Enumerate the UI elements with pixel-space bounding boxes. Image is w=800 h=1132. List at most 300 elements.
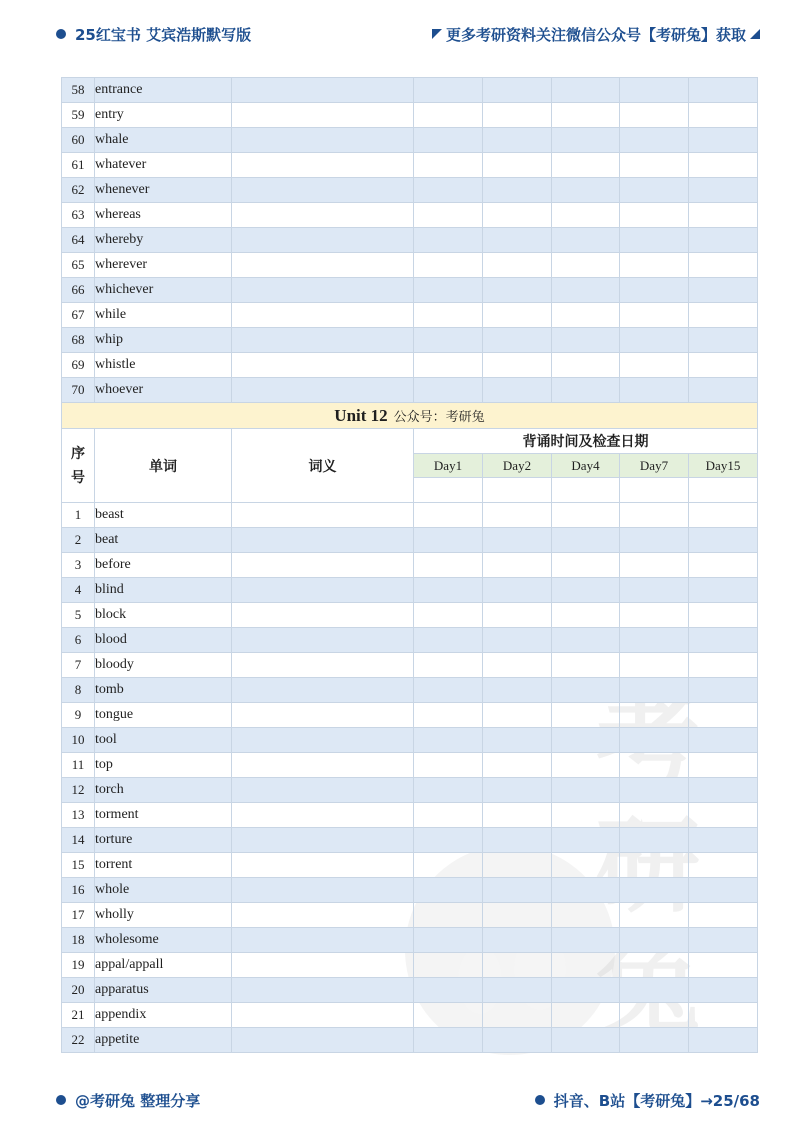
review-check-cell[interactable] [483,1028,552,1053]
review-check-cell[interactable] [483,128,552,153]
meaning-cell[interactable] [232,378,414,403]
row-word: torrent [95,853,232,878]
review-check-cell[interactable] [414,128,483,153]
row-word: while [95,303,232,328]
review-check-cell[interactable] [620,603,689,628]
review-check-cell[interactable] [552,103,620,128]
review-check-cell[interactable] [552,178,620,203]
row-number: 18 [62,928,95,953]
review-check-cell[interactable] [414,903,483,928]
row-word: beast [95,503,232,528]
review-check-cell[interactable] [689,753,758,778]
row-word: whichever [95,278,232,303]
review-check-cell[interactable] [552,703,620,728]
meaning-cell[interactable] [232,1028,414,1053]
review-check-cell[interactable] [483,928,552,953]
row-word: tomb [95,678,232,703]
word-row [62,953,758,978]
meaning-cell[interactable] [232,853,414,878]
row-word: whatever [95,153,232,178]
review-check-cell[interactable] [552,153,620,178]
row-word: torture [95,828,232,853]
footer-left [56,1090,200,1111]
review-check-cell[interactable] [483,378,552,403]
review-check-cell[interactable] [483,603,552,628]
meaning-cell[interactable] [232,953,414,978]
review-check-cell[interactable] [689,103,758,128]
review-check-cell[interactable] [620,378,689,403]
review-check-cell[interactable] [414,253,483,278]
review-check-cell[interactable] [620,1003,689,1028]
review-check-cell[interactable] [483,153,552,178]
review-check-cell[interactable] [414,553,483,578]
review-check-cell[interactable] [552,953,620,978]
row-word: wholesome [95,928,232,953]
review-check-cell[interactable] [483,228,552,253]
review-check-cell[interactable] [552,228,620,253]
review-check-cell[interactable] [483,278,552,303]
review-check-cell[interactable] [552,328,620,353]
meaning-cell[interactable] [232,728,414,753]
review-check-cell[interactable] [414,1003,483,1028]
review-check-cell[interactable] [414,978,483,1003]
review-check-cell[interactable] [414,703,483,728]
review-check-cell[interactable] [620,953,689,978]
col-number-char: 序 [71,445,85,462]
review-check-cell[interactable] [483,303,552,328]
unit-subtitle: 公众号：考研兔 [393,409,485,425]
review-check-cell[interactable] [483,703,552,728]
row-number: 9 [62,703,95,728]
meaning-cell[interactable] [232,1003,414,1028]
word-row [62,678,758,703]
review-check-cell[interactable] [414,378,483,403]
review-check-cell[interactable] [689,928,758,953]
row-number: 2 [62,528,95,553]
review-check-cell[interactable] [689,878,758,903]
row-word: bloody [95,653,232,678]
header-right [432,24,760,45]
review-check-cell[interactable] [689,778,758,803]
word-row [62,878,758,903]
meaning-cell[interactable] [232,653,414,678]
review-check-cell[interactable] [414,278,483,303]
review-check-cell[interactable] [552,778,620,803]
meaning-cell[interactable] [232,253,414,278]
review-check-cell[interactable] [414,353,483,378]
review-check-cell[interactable] [483,578,552,603]
word-row [62,228,758,253]
vocab-sheet [61,77,758,1053]
review-check-cell[interactable] [620,728,689,753]
word-row [62,653,758,678]
row-word: before [95,553,232,578]
review-check-cell[interactable] [620,128,689,153]
review-check-cell[interactable] [552,653,620,678]
review-check-cell[interactable] [620,228,689,253]
word-row [62,928,758,953]
word-row [62,378,758,403]
word-row [62,178,758,203]
review-check-cell[interactable] [689,678,758,703]
row-number: 62 [62,178,95,203]
review-check-cell[interactable] [689,703,758,728]
review-check-cell[interactable] [414,953,483,978]
review-check-cell[interactable] [689,603,758,628]
review-check-cell[interactable] [620,778,689,803]
meaning-cell[interactable] [232,678,414,703]
meaning-cell[interactable] [232,153,414,178]
review-check-cell[interactable] [552,803,620,828]
row-word: whale [95,128,232,153]
review-check-cell[interactable] [414,803,483,828]
bullet-dot-icon [56,1095,66,1105]
word-row [62,128,758,153]
row-word: wholly [95,903,232,928]
meaning-cell[interactable] [232,553,414,578]
review-check-cell[interactable] [552,253,620,278]
review-check-cell[interactable] [483,1003,552,1028]
review-check-cell[interactable] [483,103,552,128]
review-check-cell[interactable] [483,78,552,103]
review-check-cell[interactable] [414,203,483,228]
row-number: 69 [62,353,95,378]
review-check-cell[interactable] [689,803,758,828]
review-check-cell[interactable] [689,228,758,253]
review-check-cell[interactable] [620,328,689,353]
review-check-cell[interactable] [620,178,689,203]
row-number: 65 [62,253,95,278]
review-check-cell[interactable] [483,878,552,903]
review-check-cell[interactable] [414,1028,483,1053]
row-word: appendix [95,1003,232,1028]
review-check-cell[interactable] [552,678,620,703]
review-check-cell[interactable] [552,528,620,553]
review-check-cell[interactable] [483,803,552,828]
review-check-cell[interactable] [689,128,758,153]
review-check-cell[interactable] [620,678,689,703]
row-word: torch [95,778,232,803]
review-check-cell[interactable] [689,278,758,303]
row-word: whole [95,878,232,903]
meaning-cell[interactable] [232,303,414,328]
review-check-cell[interactable] [483,528,552,553]
meaning-cell[interactable] [232,778,414,803]
review-check-cell[interactable] [689,1028,758,1053]
review-check-cell[interactable] [414,303,483,328]
review-check-cell[interactable] [552,203,620,228]
review-check-cell[interactable] [483,553,552,578]
review-check-cell[interactable] [620,853,689,878]
row-word: blood [95,628,232,653]
row-number: 66 [62,278,95,303]
review-check-cell[interactable] [414,103,483,128]
meaning-cell[interactable] [232,128,414,153]
review-check-cell[interactable] [483,903,552,928]
review-check-cell[interactable] [414,778,483,803]
meaning-cell[interactable] [232,178,414,203]
review-check-cell[interactable] [552,853,620,878]
review-check-cell[interactable] [552,303,620,328]
meaning-cell[interactable] [232,978,414,1003]
meaning-cell[interactable] [232,228,414,253]
review-check-cell[interactable] [620,928,689,953]
meaning-cell[interactable] [232,828,414,853]
review-check-cell[interactable] [620,78,689,103]
row-number: 10 [62,728,95,753]
meaning-cell[interactable] [232,928,414,953]
corner-triangle-icon [432,29,442,39]
col-review-header: 背诵时间及检查日期 [414,429,758,454]
day-header: Day15 [689,454,758,478]
review-check-cell[interactable] [620,703,689,728]
review-check-cell[interactable] [689,953,758,978]
review-check-cell[interactable] [483,953,552,978]
review-check-cell[interactable] [552,78,620,103]
meaning-cell[interactable] [232,78,414,103]
review-check-cell[interactable] [552,353,620,378]
meaning-cell[interactable] [232,278,414,303]
review-check-cell[interactable] [689,353,758,378]
meaning-cell[interactable] [232,578,414,603]
review-check-cell[interactable] [689,653,758,678]
meaning-cell[interactable] [232,203,414,228]
row-number: 63 [62,203,95,228]
row-word: whenever [95,178,232,203]
review-check-cell[interactable] [689,253,758,278]
word-row [62,503,758,528]
review-check-cell[interactable] [620,803,689,828]
review-check-cell[interactable] [620,278,689,303]
review-check-cell[interactable] [414,928,483,953]
review-check-cell[interactable] [414,878,483,903]
review-check-cell[interactable] [483,678,552,703]
review-check-cell[interactable] [483,978,552,1003]
meaning-cell[interactable] [232,353,414,378]
review-check-cell[interactable] [483,728,552,753]
review-check-cell[interactable] [620,203,689,228]
review-check-cell[interactable] [689,503,758,528]
review-check-cell[interactable] [552,553,620,578]
review-check-cell[interactable] [414,853,483,878]
row-word: whip [95,328,232,353]
page-footer [56,1088,760,1112]
unit-title-row [62,403,758,429]
review-check-cell[interactable] [414,753,483,778]
review-check-cell[interactable] [689,728,758,753]
unit-header-block [62,403,758,503]
review-check-cell[interactable] [689,153,758,178]
review-check-cell[interactable] [620,153,689,178]
row-word: torment [95,803,232,828]
review-check-cell[interactable] [689,903,758,928]
meaning-cell[interactable] [232,628,414,653]
review-check-cell[interactable] [689,553,758,578]
meaning-cell[interactable] [232,328,414,353]
row-number: 5 [62,603,95,628]
col-word-header: 单词 [95,429,232,503]
row-number: 61 [62,153,95,178]
review-check-cell[interactable] [689,828,758,853]
row-number: 60 [62,128,95,153]
review-check-cell[interactable] [689,378,758,403]
review-check-cell[interactable] [620,553,689,578]
row-number: 68 [62,328,95,353]
meaning-cell[interactable] [232,603,414,628]
day-cell [552,478,620,503]
review-check-cell[interactable] [483,628,552,653]
review-check-cell[interactable] [689,853,758,878]
review-check-cell[interactable] [552,1028,620,1053]
review-check-cell[interactable] [552,603,620,628]
previous-unit-rows [62,78,758,403]
review-check-cell[interactable] [414,653,483,678]
review-check-cell[interactable] [552,1003,620,1028]
review-check-cell[interactable] [689,78,758,103]
column-header-row [62,429,758,454]
review-check-cell[interactable] [552,578,620,603]
review-check-cell[interactable] [552,878,620,903]
review-check-cell[interactable] [483,753,552,778]
review-check-cell[interactable] [689,1003,758,1028]
review-check-cell[interactable] [620,503,689,528]
col-meaning-header: 词义 [232,429,414,503]
review-check-cell[interactable] [689,178,758,203]
review-check-cell[interactable] [689,328,758,353]
review-check-cell[interactable] [414,528,483,553]
meaning-cell[interactable] [232,803,414,828]
page-header [56,22,760,46]
review-check-cell[interactable] [414,228,483,253]
review-check-cell[interactable] [689,978,758,1003]
row-number: 12 [62,778,95,803]
word-row [62,253,758,278]
row-number: 21 [62,1003,95,1028]
meaning-cell[interactable] [232,903,414,928]
review-check-cell[interactable] [689,528,758,553]
review-check-cell[interactable] [414,828,483,853]
review-check-cell[interactable] [414,678,483,703]
word-row [62,728,758,753]
review-check-cell[interactable] [414,628,483,653]
word-row [62,153,758,178]
review-check-cell[interactable] [620,903,689,928]
review-check-cell[interactable] [414,728,483,753]
header-right-text: 更多考研资料关注微信公众号【考研兔】获取 [445,25,746,44]
review-check-cell[interactable] [689,578,758,603]
review-check-cell[interactable] [552,128,620,153]
row-number: 19 [62,953,95,978]
row-number: 16 [62,878,95,903]
meaning-cell[interactable] [232,528,414,553]
review-check-cell[interactable] [483,328,552,353]
row-word: top [95,753,232,778]
meaning-cell[interactable] [232,703,414,728]
review-check-cell[interactable] [483,778,552,803]
review-check-cell[interactable] [414,78,483,103]
review-check-cell[interactable] [483,853,552,878]
review-check-cell[interactable] [620,1028,689,1053]
meaning-cell[interactable] [232,753,414,778]
review-check-cell[interactable] [552,378,620,403]
col-number-header [62,429,95,503]
review-check-cell[interactable] [620,628,689,653]
row-number: 17 [62,903,95,928]
day-cell [620,478,689,503]
review-check-cell[interactable] [552,503,620,528]
review-check-cell[interactable] [414,153,483,178]
footer-right-text: 抖音、B站【考研兔】→25/68 [553,1091,760,1110]
review-check-cell[interactable] [483,253,552,278]
row-number: 3 [62,553,95,578]
word-row [62,528,758,553]
review-check-cell[interactable] [552,628,620,653]
review-check-cell[interactable] [414,578,483,603]
review-check-cell[interactable] [483,353,552,378]
review-check-cell[interactable] [620,303,689,328]
bullet-dot-icon [56,29,66,39]
review-check-cell[interactable] [689,303,758,328]
review-check-cell[interactable] [620,978,689,1003]
word-row [62,628,758,653]
row-word: whoever [95,378,232,403]
row-number: 15 [62,853,95,878]
review-check-cell[interactable] [414,503,483,528]
review-check-cell[interactable] [552,278,620,303]
review-check-cell[interactable] [552,978,620,1003]
row-number: 14 [62,828,95,853]
review-check-cell[interactable] [689,203,758,228]
row-word: blind [95,578,232,603]
review-check-cell[interactable] [620,353,689,378]
review-check-cell[interactable] [620,528,689,553]
review-check-cell[interactable] [483,503,552,528]
review-check-cell[interactable] [620,253,689,278]
review-check-cell[interactable] [552,728,620,753]
review-check-cell[interactable] [620,828,689,853]
col-number-char: 号 [71,469,85,486]
word-row [62,78,758,103]
review-check-cell[interactable] [620,753,689,778]
day-cell [689,478,758,503]
row-word: tool [95,728,232,753]
review-check-cell[interactable] [552,928,620,953]
row-number: 70 [62,378,95,403]
review-check-cell[interactable] [620,653,689,678]
review-check-cell[interactable] [483,653,552,678]
meaning-cell[interactable] [232,878,414,903]
meaning-cell[interactable] [232,103,414,128]
review-check-cell[interactable] [414,328,483,353]
review-check-cell[interactable] [483,178,552,203]
review-check-cell[interactable] [689,628,758,653]
review-check-cell[interactable] [620,878,689,903]
header-left-text: 25红宝书 艾宾浩斯默写版 [75,25,252,44]
review-check-cell[interactable] [620,578,689,603]
review-check-cell[interactable] [552,828,620,853]
review-check-cell[interactable] [483,203,552,228]
review-check-cell[interactable] [552,753,620,778]
review-check-cell[interactable] [414,603,483,628]
row-number: 1 [62,503,95,528]
review-check-cell[interactable] [620,103,689,128]
meaning-cell[interactable] [232,503,414,528]
day-header: Day4 [552,454,620,478]
day-header: Day7 [620,454,689,478]
review-check-cell[interactable] [414,178,483,203]
review-check-cell[interactable] [552,903,620,928]
review-check-cell[interactable] [483,828,552,853]
